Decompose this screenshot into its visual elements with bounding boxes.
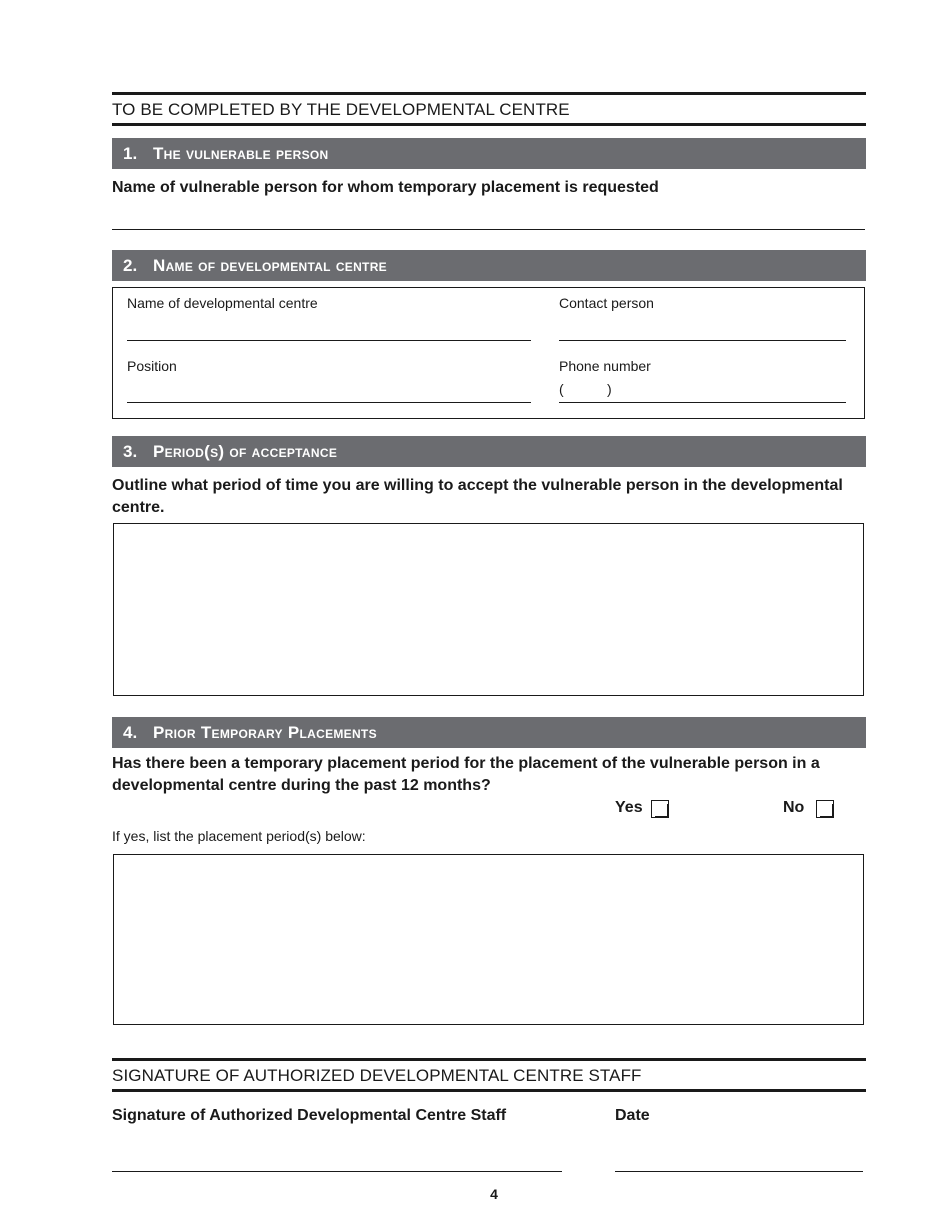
yes-checkbox[interactable] (651, 800, 669, 818)
centre-name-label: Name of developmental centre (127, 295, 318, 311)
placement-periods-textarea[interactable] (113, 854, 864, 1025)
heading-underline (112, 123, 866, 126)
section-2-header (112, 250, 866, 281)
top-rule (112, 92, 866, 95)
page-heading: TO BE COMPLETED BY THE DEVELOPMENTAL CENTRE (112, 100, 570, 119)
section-4-header (112, 717, 866, 748)
section-3-number: 3. (123, 442, 138, 461)
contact-person-label: Contact person (559, 295, 654, 311)
section-4-number: 4. (123, 723, 138, 742)
vulnerable-person-question: Name of vulnerable person for whom temporary placement is requested (112, 179, 659, 196)
vulnerable-person-name-field[interactable] (112, 229, 865, 230)
phone-area-close-paren: ) (607, 381, 612, 397)
placement-list-instruction: If yes, list the placement period(s) below: (112, 828, 366, 844)
contact-person-field[interactable] (559, 340, 846, 341)
section-2-title: Name of developmental centre (153, 256, 387, 275)
prior-placement-question: Has there been a temporary placement period for the placement of the vulnerable person in a developmental centre during the past 12 months? (112, 755, 820, 794)
signature-heading-underline (112, 1089, 866, 1092)
yes-label: Yes (615, 799, 643, 816)
section-4-title: Prior Temporary Placements (153, 723, 377, 742)
position-field[interactable] (127, 402, 531, 403)
position-label: Position (127, 358, 177, 374)
date-label: Date (615, 1107, 650, 1124)
signature-heading: SIGNATURE OF AUTHORIZED DEVELOPMENTAL CENTRE STAFF (112, 1066, 642, 1085)
section-3-title: Period(s) of acceptance (153, 442, 338, 461)
signature-top-rule (112, 1058, 866, 1061)
phone-number-field[interactable] (559, 402, 846, 403)
signature-field[interactable] (112, 1171, 562, 1172)
centre-name-field[interactable] (127, 340, 531, 341)
no-checkbox[interactable] (816, 800, 834, 818)
date-field[interactable] (615, 1171, 863, 1172)
phone-area-open-paren: ( (559, 381, 564, 397)
section-1-title: The vulnerable person (153, 144, 329, 163)
acceptance-period-question: Outline what period of time you are willing to accept the vulnerable person in the developmental centre. (112, 477, 843, 516)
section-2-number: 2. (123, 256, 138, 275)
section-1-number: 1. (123, 144, 138, 163)
section-1-header (112, 138, 866, 169)
section-3-header (112, 436, 866, 467)
phone-number-label: Phone number (559, 358, 651, 374)
acceptance-period-textarea[interactable] (113, 523, 864, 696)
signature-label: Signature of Authorized Developmental Centre Staff (112, 1107, 507, 1124)
page-number: 4 (490, 1186, 498, 1202)
no-label: No (783, 799, 805, 816)
